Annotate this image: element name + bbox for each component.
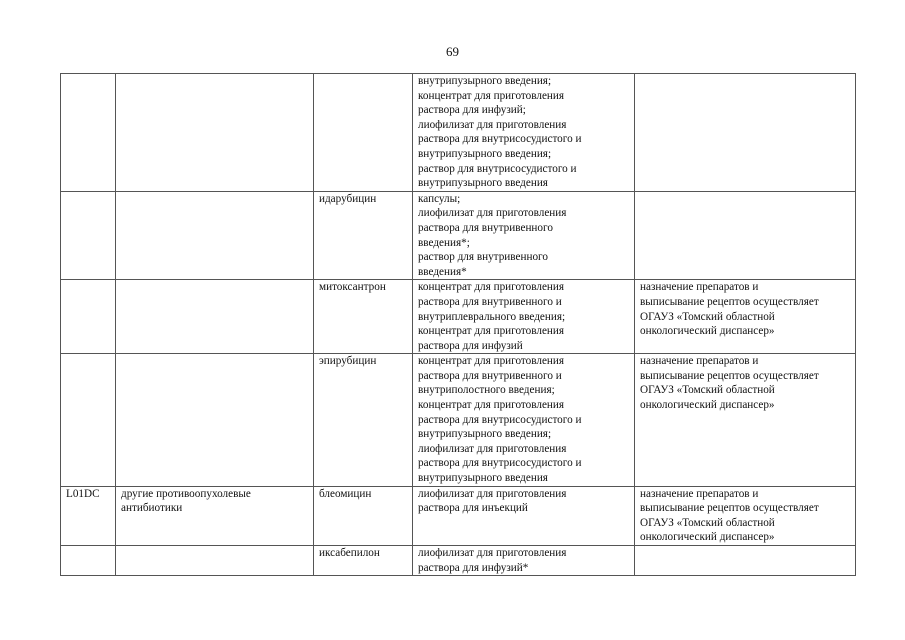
- dosage-forms-line: раствора для внутривенного: [418, 221, 553, 234]
- table-row: [61, 546, 856, 576]
- dosage-forms-line: концентрат для приготовления: [418, 281, 565, 294]
- drug-name-line: блеомицин: [319, 487, 372, 500]
- dosage-forms-line: капсулы;: [418, 192, 461, 205]
- dosage-forms-cell: [413, 486, 635, 545]
- group-name-line: другие противоопухолевые: [121, 487, 251, 500]
- atc-code-cell: [61, 486, 116, 545]
- dosage-forms-line: концентрат для приготовления: [418, 89, 565, 102]
- dosage-forms-line: внутрипузырного введения: [418, 177, 548, 190]
- drug-name-line: эпирубицин: [319, 355, 377, 368]
- note-cell: [635, 546, 856, 576]
- dosage-forms-line: внутриплеврального введения;: [418, 310, 566, 323]
- table-row: [61, 74, 856, 192]
- dosage-forms-line: внутрипузырного введения: [418, 472, 548, 485]
- drug-name-cell: [314, 280, 413, 354]
- group-name-cell: [116, 191, 314, 280]
- table-body: [61, 74, 856, 576]
- table-row: [61, 354, 856, 486]
- note-line: онкологический диспансер»: [640, 325, 775, 338]
- dosage-forms-line: раствора для инъекций: [418, 502, 528, 515]
- dosage-forms-line: концентрат для приготовления: [418, 325, 565, 338]
- table-row: [61, 280, 856, 354]
- atc-code-line: L01DC: [66, 487, 100, 500]
- drug-name-cell: [314, 191, 413, 280]
- table-row: [61, 191, 856, 280]
- group-name-cell: [116, 546, 314, 576]
- drug-name-cell: [314, 546, 413, 576]
- note-cell: [635, 486, 856, 545]
- drug-name-cell: [314, 486, 413, 545]
- atc-code-cell: [61, 354, 116, 486]
- drug-name-line: идарубицин: [319, 192, 377, 205]
- note-line: назначение препаратов и: [640, 281, 759, 294]
- dosage-forms-line: концентрат для приготовления: [418, 355, 565, 368]
- dosage-forms-line: раствора для инфузий: [418, 339, 523, 352]
- dosage-forms-line: раствора для внутрисосудистого и: [418, 413, 582, 426]
- group-name-cell: [116, 354, 314, 486]
- group-name-cell: [116, 74, 314, 192]
- dosage-forms-cell: [413, 354, 635, 486]
- note-line: ОГАУЗ «Томский областной: [640, 310, 775, 323]
- dosage-forms-line: внутрипузырного введения;: [418, 75, 552, 87]
- dosage-forms-line: лиофилизат для приготовления: [418, 487, 567, 500]
- dosage-forms-line: раствор для внутривенного: [418, 251, 548, 264]
- dosage-forms-line: лиофилизат для приготовления: [418, 547, 567, 559]
- dosage-forms-line: раствора для внутривенного и: [418, 369, 562, 382]
- atc-code-cell: [61, 280, 116, 354]
- note-line: назначение препаратов и: [640, 355, 759, 368]
- dosage-forms-line: раствора для инфузий;: [418, 104, 526, 117]
- dosage-forms-cell: [413, 191, 635, 280]
- group-name-line: антибиотики: [121, 502, 183, 515]
- atc-code-cell: [61, 546, 116, 576]
- dosage-forms-line: лиофилизат для приготовления: [418, 118, 567, 131]
- dosage-forms-line: раствора для внутрисосудистого и: [418, 457, 582, 470]
- note-line: выписывание рецептов осуществляет: [640, 295, 819, 308]
- dosage-forms-cell: [413, 74, 635, 192]
- dosage-forms-cell: [413, 546, 635, 576]
- drug-table: [60, 73, 856, 576]
- dosage-forms-line: лиофилизат для приготовления: [418, 207, 567, 220]
- atc-code-cell: [61, 74, 116, 192]
- dosage-forms-line: лиофилизат для приготовления: [418, 442, 567, 455]
- drug-name-cell: [314, 74, 413, 192]
- dosage-forms-line: раствора для внутривенного и: [418, 295, 562, 308]
- drug-name-line: иксабепилон: [319, 547, 380, 559]
- group-name-cell: [116, 280, 314, 354]
- note-line: ОГАУЗ «Томский областной: [640, 384, 775, 397]
- drug-name-cell: [314, 354, 413, 486]
- note-cell: [635, 280, 856, 354]
- dosage-forms-line: раствора для инфузий*: [418, 561, 529, 574]
- dosage-forms-line: раствора для внутрисосудистого и: [418, 133, 582, 146]
- drug-name-line: митоксантрон: [319, 281, 386, 294]
- dosage-forms-line: введения*: [418, 265, 467, 278]
- note-line: назначение препаратов и: [640, 487, 759, 500]
- note-cell: [635, 354, 856, 486]
- group-name-cell: [116, 486, 314, 545]
- page-number: 69: [446, 44, 459, 59]
- dosage-forms-line: концентрат для приготовления: [418, 399, 565, 412]
- note-cell: [635, 74, 856, 192]
- note-line: онкологический диспансер»: [640, 531, 775, 544]
- dosage-forms-line: раствор для внутрисосудистого и: [418, 162, 577, 175]
- note-line: выписывание рецептов осуществляет: [640, 369, 819, 382]
- atc-code-cell: [61, 191, 116, 280]
- dosage-forms-line: введения*;: [418, 236, 470, 249]
- dosage-forms-cell: [413, 280, 635, 354]
- note-cell: [635, 191, 856, 280]
- dosage-forms-line: внутрипузырного введения;: [418, 147, 552, 160]
- note-line: ОГАУЗ «Томский областной: [640, 516, 775, 529]
- dosage-forms-line: внутриполостного введения;: [418, 384, 555, 397]
- note-line: онкологический диспансер»: [640, 399, 775, 412]
- note-line: выписывание рецептов осуществляет: [640, 502, 819, 515]
- table-row: [61, 486, 856, 545]
- dosage-forms-line: внутрипузырного введения;: [418, 428, 552, 441]
